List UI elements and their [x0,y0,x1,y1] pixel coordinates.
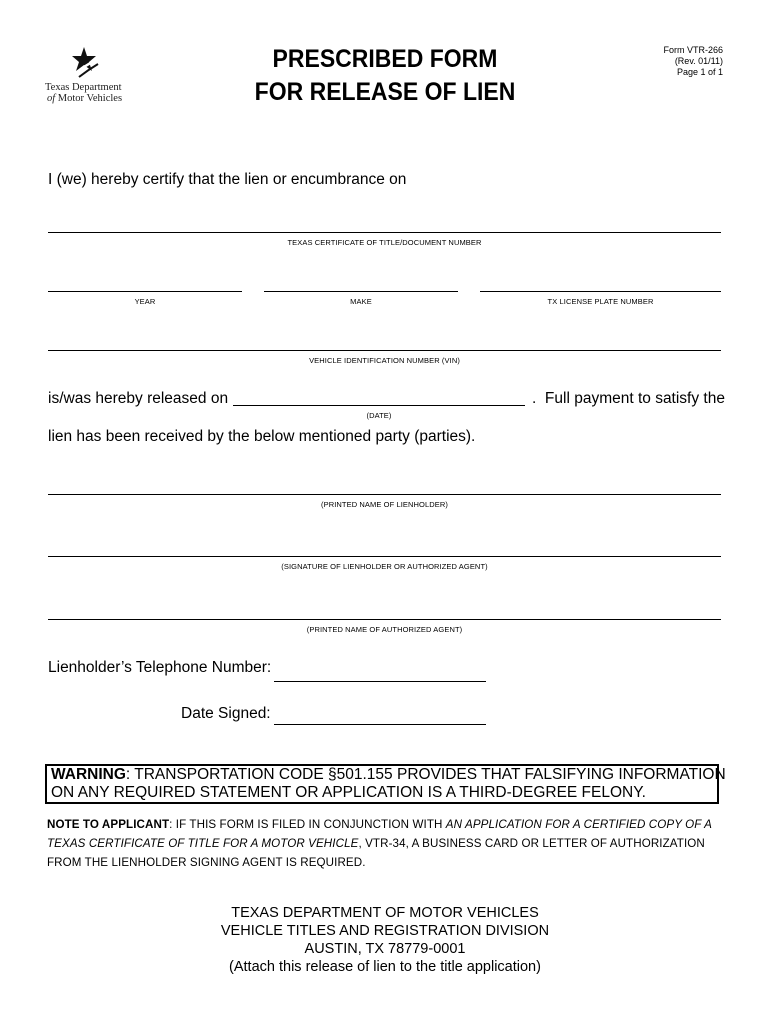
date-signed-label: Date Signed: [181,705,271,722]
warning-label: WARNING [51,766,126,783]
plate-field[interactable] [480,291,721,292]
logo-line1: Texas Department [45,82,122,93]
lienholder-name-caption: (PRINTED NAME OF LIENHOLDER) [321,500,448,509]
form-meta [663,45,723,78]
title-number-caption: TEXAS CERTIFICATE OF TITLE/DOCUMENT NUMBER [287,238,482,247]
year-caption: YEAR [134,297,156,306]
footer-division: VEHICLE TITLES AND REGISTRATION DIVISION [220,923,550,939]
warning-text-line1: : TRANSPORTATION CODE §501.155 PROVIDES THAT FALSIFYING INFORMATION [125,766,726,783]
form-title-line1: PRESCRIBED FORM [272,45,498,73]
certify-text: I (we) hereby certify that the lien or encumbrance on [48,171,407,188]
title-number-field[interactable] [48,232,721,233]
received-text: lien has been received by the below mentioned party (parties). [48,428,476,445]
phone-field[interactable] [274,681,486,682]
release-date-caption: (DATE) [366,411,392,420]
payment-text: . Full payment to satisfy the [532,390,725,407]
released-text: is/was hereby released on [48,390,229,407]
plate-caption: TX LICENSE PLATE NUMBER [547,297,654,306]
page-number: Page 1 of 1 [676,67,723,77]
footer-department: TEXAS DEPARTMENT OF MOTOR VEHICLES [231,905,539,921]
form-title-line2: FOR RELEASE OF LIEN [254,78,516,106]
form-revision: (Rev. 01/11) [674,56,723,66]
signature-caption: (SIGNATURE OF LIENHOLDER OR AUTHORIZED AGENT) [281,562,488,571]
date-signed-field[interactable] [274,724,486,725]
year-field[interactable] [48,291,242,292]
footer-address: AUSTIN, TX 78779-0001 [304,941,466,957]
release-date-field[interactable] [233,405,525,406]
agent-name-caption: (PRINTED NAME OF AUTHORIZED AGENT) [306,625,463,634]
agent-name-field[interactable] [48,619,721,620]
warning-text-line2: ON ANY REQUIRED STATEMENT OR APPLICATION IS A THIRD-DEGREE FELONY. [51,784,646,801]
note-to-applicant: NOTE TO APPLICANT: IF THIS FORM IS FILED IN CONJUNCTION WITH AN APPLICATION FOR A CERTIFIED COPY OF A TEXAS CERTIFICATE OF TITLE FOR A MOTOR VEHICLE, VTR-34, A BUSINESS CARD OR LETTER OF AUTHORIZATION FROM THE LIENHOLDER SIGNING AGENT IS REQUIRED. [47,818,712,869]
signature-field[interactable] [48,556,721,557]
phone-label: Lienholder’s Telephone Number: [48,659,272,676]
footer-instruction: (Attach this release of lien to the title application) [229,959,541,975]
vin-caption: VEHICLE IDENTIFICATION NUMBER (VIN) [309,356,460,365]
star-logo-icon [66,44,102,84]
make-caption: MAKE [350,297,372,306]
vin-field[interactable] [48,350,721,351]
note-label: NOTE TO APPLICANT [47,818,170,831]
warning-box [45,764,726,804]
txdmv-logo [44,44,134,114]
lienholder-name-field[interactable] [48,494,721,495]
make-field[interactable] [264,291,458,292]
logo-line2: of Motor Vehicles [47,93,123,104]
form-number: Form VTR-266 [663,45,723,55]
